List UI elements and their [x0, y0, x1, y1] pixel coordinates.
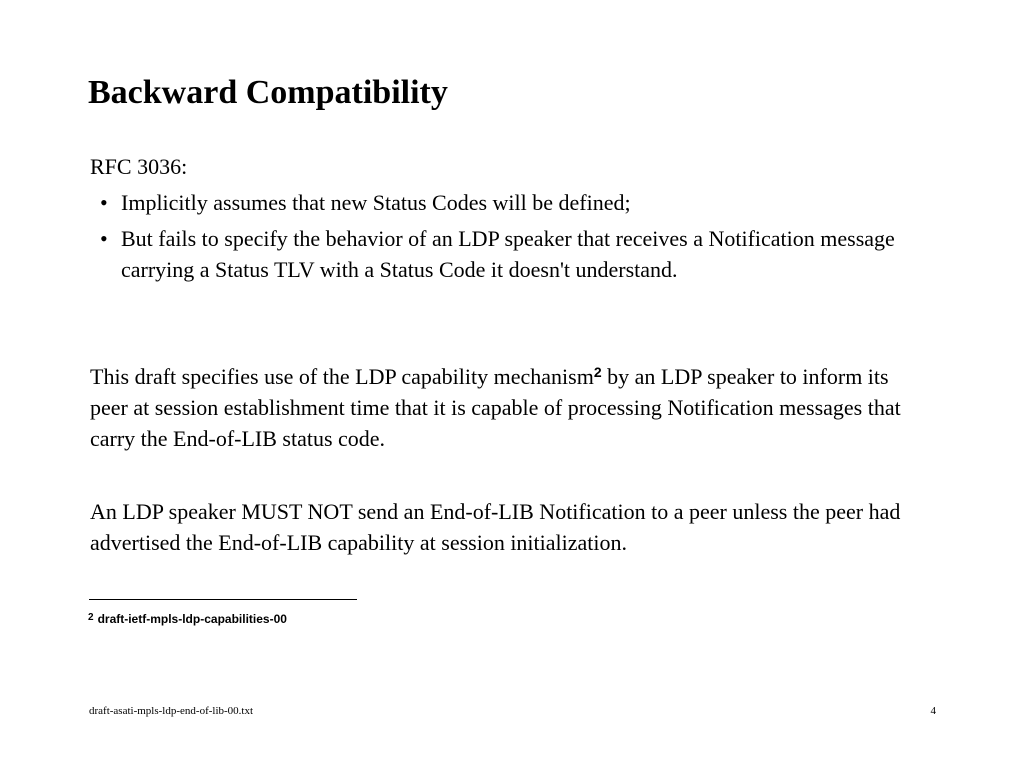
rfc-label: RFC 3036: [90, 154, 188, 179]
footnote-mark: 2 [88, 612, 94, 623]
bullet-list [90, 187, 930, 285]
capability-paragraph-text-start: This draft specifies use of the LDP capability mechanism [90, 364, 594, 389]
must-not-paragraph: An LDP speaker MUST NOT send an End-of-LIB Notification to a peer unless the peer had advertised the End-of-LIB capability at session initialization. [90, 499, 901, 555]
bullet-item [90, 223, 930, 285]
bullet-marker: • [100, 226, 108, 251]
slide-title: Backward Compatibility [88, 74, 448, 111]
capability-paragraph-text-end: by an LDP speaker to inform its peer at session establishment time that it is capable of processing Notification messages that carry the End-of-LIB status code. [90, 364, 901, 451]
page-number: 4 [930, 705, 936, 717]
bullet-text: But fails to specify the behavior of an LDP speaker that receives a Notification message carrying a Status TLV with a Status Code it doesn't understand. [121, 226, 895, 282]
bullet-marker: • [100, 190, 108, 215]
footnote-text: draft-ietf-mpls-ldp-capabilities-00 [97, 612, 287, 626]
capability-paragraph [90, 361, 930, 454]
footnote-reference: 2 [593, 364, 602, 380]
footnote [88, 611, 287, 626]
footer-filename: draft-asati-mpls-ldp-end-of-lib-00.txt [89, 705, 254, 717]
rfc-section [90, 151, 930, 285]
bullet-item [90, 187, 930, 218]
bullet-text: Implicitly assumes that new Status Codes will be defined; [121, 190, 631, 215]
footnote-divider [89, 599, 357, 600]
